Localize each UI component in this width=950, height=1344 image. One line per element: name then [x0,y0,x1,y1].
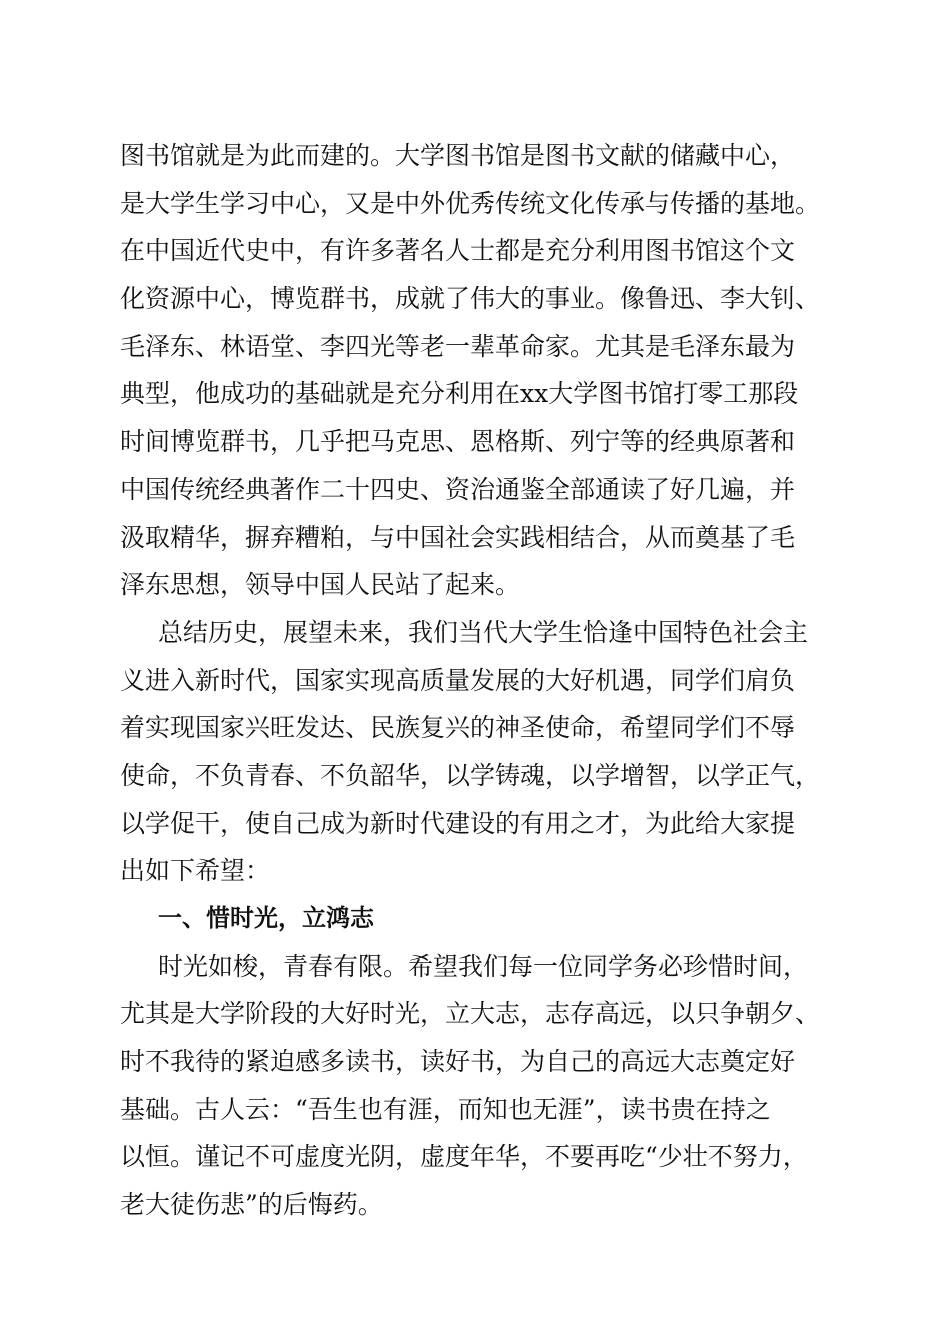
paragraph-line: 图书馆就是为此而建的。大学图书馆是图书文献的储藏中心， [120,141,796,170]
paragraph-line: 时光如梭，青春有限。希望我们每一位同学务必珍惜时间， [158,951,809,981]
paragraph-line: 以学促干，使自己成为新时代建设的有用之才，为此给大家提 [120,808,796,838]
paragraph-line: 时不我待的紧迫感多读书，读好书，为自己的高远大志奠定好 [120,1047,796,1077]
document-body [120,132,832,1229]
paragraph-line: 毛泽东、林语堂、李四光等老一辈革命家。尤其是毛泽东最为 [120,331,796,361]
paragraph-line: 义进入新时代，国家实现高质量发展的大好机遇，同学们肩负 [120,665,796,695]
paragraph-line: 在中国近代史中，有许多著名人士都是充分利用图书馆这个文 [120,236,796,266]
paragraph-line: 总结历史，展望未来，我们当代大学生恰逢中国特色社会主 [158,617,809,647]
paragraph-line: 汲取精华，摒弃糟粕，与中国社会实践相结合，从而奠基了毛 [120,522,796,552]
paragraph-line: 基础。古人云：“吾生也有涯，而知也无涯”，读书贵在持之 [120,1094,771,1124]
paragraph-line: 化资源中心，博览群书，成就了伟大的事业。像鲁迅、李大钊、 [120,284,821,314]
paragraph-line: 出如下希望： [120,856,271,886]
paragraph-line: 使命，不负青春、不负韶华，以学铸魂，以学增智，以学正气， [120,760,821,790]
section-heading: 一、惜时光，立鸿志 [158,904,374,932]
paragraph-line: 时间博览群书，几乎把马克思、恩格斯、列宁等的经典原著和 [120,427,796,457]
paragraph-line: 以恒。谨记不可虚度光阴，虚度年华，不要再吃“少壮不努力， [120,1142,808,1172]
paragraph-line: 泽东思想，领导中国人民站了起来。 [120,570,521,600]
paragraph-line: 典型，他成功的基础就是充分利用在xx大学图书馆打零工那段 [120,379,799,409]
paragraph-line: 尤其是大学阶段的大好时光，立大志，志存高远，以只争朝夕、 [120,999,821,1029]
paragraph-line: 中国传统经典著作二十四史、资治通鉴全部通读了好几遍，并 [120,474,796,504]
paragraph-line: 是大学生学习中心，又是中外优秀传统文化传承与传播的基地。 [120,188,821,218]
paragraph-line: 老大徒伤悲”的后悔药。 [120,1190,383,1220]
paragraph-line: 着实现国家兴旺发达、民族复兴的神圣使命，希望同学们不辱 [120,713,796,743]
